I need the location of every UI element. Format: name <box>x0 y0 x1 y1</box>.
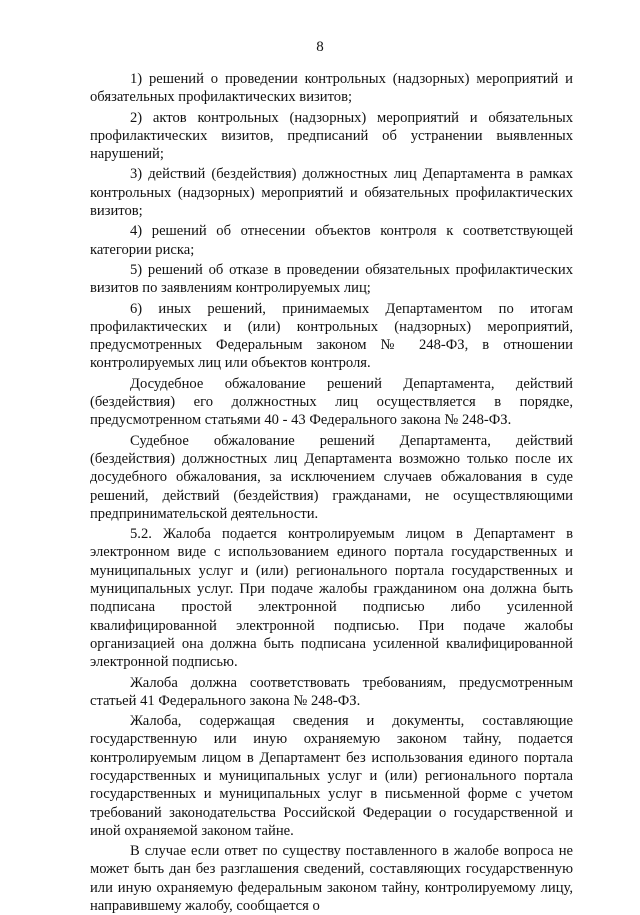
paragraph-7: Досудебное обжалование решений Департамента, действий (бездействия) его должностных лиц осуществляется в порядке, предусмотренном статьями 40 - 43 Федерального закона № 248-ФЗ. <box>90 375 573 429</box>
paragraph-8: Судебное обжалование решений Департамента, действий (бездействия) должностных лиц Департамента возможно только после их досудебного обжалования, за исключением случаев обжалования в суде решений, действий (бездействия) гражданами, не осуществляющими предпринимательской деятельности. <box>90 432 573 522</box>
paragraph-11: Жалоба, содержащая сведения и документы, составляющие государственную или иную охраняемую законом тайну, подается контролируемым лицом в Департамент без использования единого портала государственных и муниципальных услуг и (или) регионального портала государственных и муниципальных услуг в письменной форме с учетом требований законодательства Российской Федерации о государственной и иной охраняемой законом тайне. <box>90 713 573 839</box>
paragraph-2: 2) актов контрольных (надзорных) мероприятий и обязательных профилактических визитов, предписаний об устранении выявленных нарушений; <box>90 109 573 163</box>
page-number: 8 <box>316 39 324 55</box>
paragraph-1: 1) решений о проведении контрольных (надзорных) мероприятий и обязательных профилактических визитов; <box>90 71 573 106</box>
paragraph-10: Жалоба должна соответствовать требованиям, предусмотренным статьей 41 Федерального закона № 248-ФЗ. <box>90 674 573 709</box>
paragraph-3: 3) действий (бездействия) должностных лиц Департамента в рамках контрольных (надзорных) мероприятий и обязательных профилактических визитов; <box>90 166 573 220</box>
paragraph-4: 4) решений об отнесении объектов контроля к соответствующей категории риска; <box>90 223 573 258</box>
paragraph-6: 6) иных решений, принимаемых Департаментом по итогам профилактических и (или) контрольных (надзорных) мероприятий, предусмотренных Федеральным законом № 248-ФЗ, в отношении контролируемых лиц или объектов контроля. <box>90 300 573 372</box>
paragraph-9: 5.2. Жалоба подается контролируемым лицом в Департамент в электронном виде с использованием единого портала государственных и муниципальных услуг и (или) регионального портала государственных и муниципальных услуг. При подаче жалобы гражданином она должна быть подписана простой электронной подписью либо усиленной квалифицированной электронной подписью. При подаче жалобы организацией она должна быть подписана усиленной квалифицированной электронной подписью. <box>90 526 573 671</box>
paragraph-12: В случае если ответ по существу поставленного в жалобе вопроса не может быть дан без разглашения сведений, составляющих государственную или иную охраняемую федеральным законом тайну, контролируемому лицу, направившему жалобу, сообщается о <box>90 843 573 915</box>
paragraph-5: 5) решений об отказе в проведении обязательных профилактических визитов по заявлениям контролируемых лиц; <box>90 261 573 297</box>
document-body <box>90 70 573 915</box>
